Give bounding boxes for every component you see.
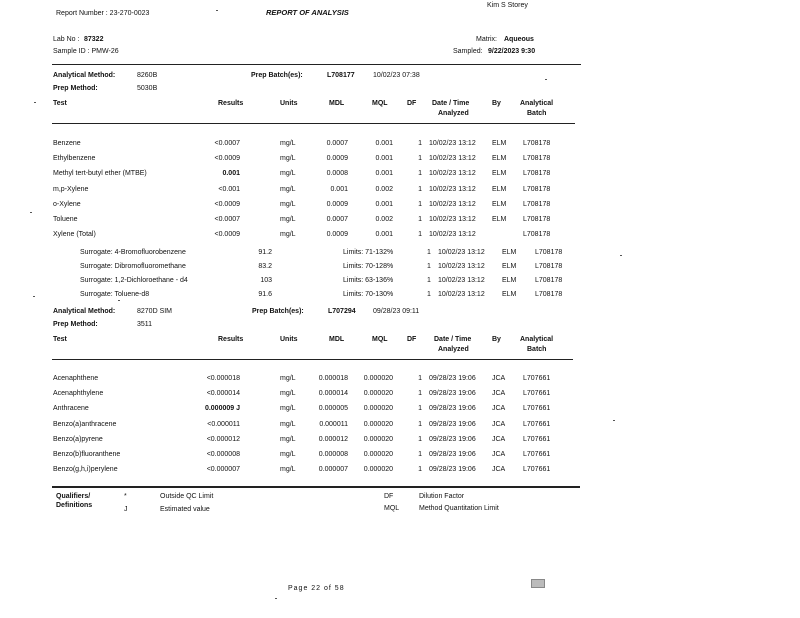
page-number: Page 22 of 58 — [288, 585, 345, 592]
col-units-2: Units — [280, 336, 298, 343]
prep-method-label: Prep Method: — [53, 85, 98, 92]
surrogate-by: ELM — [502, 263, 517, 270]
surrogate-value: 83.2 — [258, 263, 272, 270]
surrogate-date: 10/02/23 13:12 — [438, 263, 485, 270]
col-mql-2: MQL — [372, 336, 388, 343]
cell-result: <0.000012 — [206, 435, 240, 443]
cell-mql: 0.001 — [375, 140, 393, 147]
cell-result: <0.0009 — [214, 231, 240, 239]
col-date-time-2: Date / Time — [434, 336, 472, 343]
cell-date: 10/02/23 13:12 — [429, 185, 476, 193]
cell-date: 10/02/23 13:12 — [429, 170, 476, 178]
cell-test: Acenaphthene — [53, 375, 99, 382]
cell-mdl: 0.001 — [330, 185, 348, 193]
qualifier-symbol-star: * — [124, 493, 127, 500]
cell-mdl: 0.0009 — [326, 200, 348, 208]
col-batch: Batch — [527, 110, 547, 117]
qualifiers-divider — [52, 486, 580, 488]
qualifier-j-text: Estimated value — [160, 506, 210, 513]
col-test-2: Test — [53, 336, 67, 343]
cell-date: 09/28/23 19:06 — [429, 466, 476, 474]
report-title: REPORT OF ANALYSIS — [266, 8, 349, 17]
table2-header-rule — [52, 359, 573, 360]
col-analyzed-2: Analyzed — [438, 346, 469, 353]
cell-df: 1 — [418, 420, 422, 428]
cell-date: 10/02/23 13:12 — [429, 140, 476, 147]
cell-by: JCA — [492, 420, 506, 428]
cell-mdl: 0.0007 — [326, 216, 348, 223]
cell-date: 09/28/23 19:06 — [429, 420, 476, 428]
cell-df: 1 — [418, 405, 422, 413]
surrogate-by: ELM — [502, 277, 517, 284]
cell-mql: 0.001 — [375, 170, 393, 178]
col-df: DF — [407, 100, 417, 107]
prep-batch-date-2: 09/28/23 09:11 — [373, 308, 420, 315]
cell-mql: 0.000020 — [363, 435, 393, 443]
prep-batch-label: Prep Batch(es): — [251, 72, 303, 79]
cell-batch: L707661 — [523, 405, 551, 413]
cell-by: JCA — [492, 435, 506, 443]
cell-by: ELM — [492, 200, 507, 208]
cell-df: 1 — [418, 435, 422, 443]
cell-test: Anthracene — [53, 405, 89, 413]
surrogate-date: 10/02/23 13:12 — [438, 291, 485, 298]
cell-mql: 0.001 — [375, 231, 393, 239]
prep-method-label-2: Prep Method: — [53, 321, 98, 328]
qualifiers-heading: Qualifiers/ — [56, 493, 91, 500]
cell-units: mg/L — [280, 231, 296, 239]
table1-header-rule — [52, 123, 575, 124]
cell-date: 10/02/23 13:12 — [429, 216, 476, 223]
cell-date: 10/02/23 13:12 — [429, 155, 476, 163]
cell-df: 1 — [418, 185, 422, 193]
cell-units: mg/L — [280, 200, 296, 208]
cell-batch: L708178 — [523, 140, 551, 147]
surrogate-limits: Limits: 63-136% — [343, 277, 394, 284]
cell-df: 1 — [418, 216, 422, 223]
prep-method-value-2: 3511 — [137, 321, 153, 328]
cell-by: ELM — [492, 216, 507, 223]
col-analytical-2: Analytical — [520, 336, 554, 343]
cell-test: o-Xylene — [53, 200, 81, 208]
cell-mql: 0.001 — [375, 155, 393, 163]
cell-batch: L708178 — [523, 185, 551, 193]
header-divider — [52, 64, 581, 65]
cell-result: <0.000008 — [206, 451, 240, 458]
surrogate-batch: L708178 — [535, 263, 563, 270]
analytical-method-value: 8260B — [137, 72, 158, 79]
cell-result: 0.000009 J — [204, 405, 240, 413]
cell-date: 09/28/23 19:06 — [429, 390, 476, 398]
cell-by: JCA — [492, 451, 506, 458]
col-results-2: Results — [218, 336, 244, 343]
lab-no: 87322 — [84, 36, 104, 43]
cell-batch: L707661 — [523, 451, 551, 458]
report-number: Report Number : 23-270-0023 — [56, 10, 150, 17]
cell-test: Benzo(g,h,i)perylene — [53, 466, 118, 474]
col-mql: MQL — [372, 100, 388, 107]
cell-mdl: 0.000018 — [318, 375, 348, 382]
prep-batch-value-2: L707294 — [328, 308, 356, 315]
cell-mdl: 0.0009 — [326, 155, 348, 163]
cell-by: ELM — [492, 140, 507, 147]
cell-result: <0.000011 — [207, 420, 240, 428]
cell-test: Benzo(a)pyrene — [53, 435, 103, 443]
cell-df: 1 — [418, 155, 422, 163]
cell-mql: 0.000020 — [363, 375, 393, 382]
surrogate-df: 1 — [427, 249, 431, 256]
cell-df: 1 — [418, 170, 422, 178]
lab-no-label: Lab No : — [53, 36, 80, 43]
cell-result: <0.001 — [218, 185, 240, 193]
sampled-label: Sampled: — [453, 48, 483, 55]
surrogate-date: 10/02/23 13:12 — [438, 249, 485, 256]
col-by: By — [492, 100, 501, 107]
cell-batch: L708178 — [523, 216, 551, 223]
cell-units: mg/L — [280, 435, 296, 443]
analytical-method-label-2: Analytical Method: — [53, 308, 116, 315]
cell-units: mg/L — [280, 420, 296, 428]
cell-batch: L707661 — [523, 390, 551, 398]
cell-by: ELM — [492, 185, 507, 193]
cell-mdl: 0.000012 — [318, 435, 348, 443]
col-analytical: Analytical — [520, 100, 554, 107]
cell-result: <0.000018 — [206, 375, 240, 382]
cell-date: 09/28/23 19:06 — [429, 435, 476, 443]
surrogate-df: 1 — [427, 277, 431, 284]
cell-date: 10/02/23 13:12 — [429, 231, 476, 239]
cell-by: JCA — [492, 375, 506, 382]
surrogate-limits: Limits: 70-130% — [343, 291, 394, 298]
cell-df: 1 — [418, 231, 422, 239]
matrix-label: Matrix: — [476, 36, 497, 43]
cell-mql: 0.002 — [375, 185, 393, 193]
cell-by: JCA — [492, 466, 506, 474]
definition-df-text: Dilution Factor — [419, 493, 465, 500]
cell-result: <0.000014 — [206, 390, 240, 398]
cell-mdl: 0.000005 — [318, 405, 348, 413]
sample-id: Sample ID : PMW-26 — [53, 48, 119, 55]
cell-units: mg/L — [280, 405, 296, 413]
prep-batch-date: 10/02/23 07:38 — [373, 72, 420, 79]
qualifier-star-text: Outside QC Limit — [160, 493, 214, 500]
qualifier-symbol-j: J — [124, 506, 128, 513]
surrogate-name: Surrogate: Toluene-d8 — [80, 291, 150, 298]
surrogate-df: 1 — [427, 263, 431, 270]
surrogate-limits: Limits: 71-132% — [343, 249, 394, 256]
surrogate-batch: L708178 — [535, 249, 563, 256]
cell-mql: 0.000020 — [363, 466, 393, 474]
cell-batch: L708178 — [523, 200, 551, 208]
surrogate-by: ELM — [502, 249, 517, 256]
cell-mdl: 0.000007 — [318, 466, 348, 474]
cell-result: <0.0007 — [214, 216, 240, 223]
surrogate-batch: L708178 — [535, 291, 563, 298]
cell-df: 1 — [418, 390, 422, 398]
cell-mdl: 0.000008 — [318, 451, 348, 458]
cell-units: mg/L — [280, 155, 296, 163]
cell-units: mg/L — [280, 140, 296, 147]
cell-test: Acenaphthylene — [53, 390, 104, 398]
sampled-value: 9/22/2023 9:30 — [488, 48, 536, 55]
col-batch-2: Batch — [527, 346, 547, 353]
cell-mdl: 0.000011 — [319, 420, 348, 428]
cell-batch: L707661 — [523, 435, 551, 443]
cell-mdl: 0.000014 — [318, 390, 348, 398]
surrogate-name: Surrogate: Dibromofluoromethane — [80, 263, 186, 270]
cell-by: JCA — [492, 390, 506, 398]
cell-units: mg/L — [280, 390, 296, 398]
prep-batch-label-2: Prep Batch(es): — [252, 308, 304, 315]
definitions-heading: Definitions — [56, 502, 93, 509]
cell-result: <0.0009 — [214, 200, 240, 208]
cell-test: Benzene — [53, 140, 81, 147]
surrogate-by: ELM — [502, 291, 517, 298]
definition-symbol-mql: MQL — [384, 505, 400, 512]
cell-df: 1 — [418, 200, 422, 208]
cell-result: <0.0009 — [214, 155, 240, 163]
cell-mql: 0.002 — [375, 216, 393, 223]
cell-df: 1 — [418, 140, 422, 147]
cell-result: <0.0007 — [214, 140, 240, 147]
cell-df: 1 — [418, 375, 422, 382]
cell-units: mg/L — [280, 375, 296, 382]
surrogate-value: 91.6 — [258, 291, 272, 298]
cell-mdl: 0.0008 — [326, 170, 348, 178]
cell-mql: 0.000020 — [363, 451, 393, 458]
surrogate-value: 103 — [260, 277, 272, 284]
surrogate-batch: L708178 — [535, 277, 563, 284]
cell-units: mg/L — [280, 216, 296, 223]
cell-date: 09/28/23 19:06 — [429, 375, 476, 382]
cell-test: Benzo(b)fluoranthene — [53, 451, 121, 458]
surrogate-date: 10/02/23 13:12 — [438, 277, 485, 284]
col-analyzed: Analyzed — [438, 110, 469, 117]
prep-method-value: 5030B — [137, 85, 158, 92]
cell-test: Xylene (Total) — [53, 231, 96, 239]
cell-mdl: 0.0007 — [326, 140, 348, 147]
surrogate-value: 91.2 — [258, 249, 272, 256]
cell-result: 0.001 — [222, 170, 240, 178]
cell-test: Benzo(a)anthracene — [53, 420, 117, 428]
cell-units: mg/L — [280, 451, 296, 458]
surrogate-name: Surrogate: 1,2-Dichloroethane - d4 — [80, 277, 188, 284]
cell-test: m,p-Xylene — [53, 185, 89, 193]
cell-by: ELM — [492, 155, 507, 163]
cell-batch: L708178 — [523, 231, 551, 239]
cell-batch: L707661 — [523, 466, 551, 474]
cell-units: mg/L — [280, 185, 296, 193]
cell-batch: L707661 — [523, 375, 551, 382]
col-mdl: MDL — [329, 100, 345, 107]
col-mdl-2: MDL — [329, 336, 345, 343]
cell-batch: L708178 — [523, 170, 551, 178]
cell-df: 1 — [418, 451, 422, 458]
definition-symbol-df: DF — [384, 493, 394, 500]
cell-mql: 0.000020 — [363, 390, 393, 398]
col-date-time: Date / Time — [432, 100, 470, 107]
cell-date: 09/28/23 19:06 — [429, 405, 476, 413]
col-by-2: By — [492, 336, 501, 343]
cell-units: mg/L — [280, 170, 296, 178]
col-df-2: DF — [407, 336, 417, 343]
cell-test: Methyl tert-butyl ether (MTBE) — [53, 170, 147, 178]
cell-by: JCA — [492, 405, 506, 413]
surrogate-df: 1 — [427, 291, 431, 298]
cell-date: 10/02/23 13:12 — [429, 200, 476, 208]
analytical-method-value-2: 8270D SIM — [137, 308, 173, 315]
cell-result: <0.000007 — [206, 466, 240, 474]
cell-units: mg/L — [280, 466, 296, 474]
surrogate-name: Surrogate: 4-Bromofluorobenzene — [80, 249, 186, 256]
prep-batch-value: L708177 — [327, 72, 355, 79]
cell-mdl: 0.0009 — [326, 231, 348, 239]
cell-batch: L707661 — [523, 420, 551, 428]
cell-test: Toluene — [53, 216, 78, 223]
signer-name: Kim S Storey — [487, 2, 528, 9]
cell-df: 1 — [418, 466, 422, 474]
definition-mql-text: Method Quantitation Limit — [419, 505, 499, 512]
cell-by: ELM — [492, 170, 507, 178]
cell-test: Ethylbenzene — [53, 155, 96, 163]
col-units: Units — [280, 100, 298, 107]
cell-mql: 0.001 — [375, 200, 393, 208]
analytical-method-label: Analytical Method: — [53, 72, 116, 79]
col-results: Results — [218, 100, 244, 107]
cell-date: 09/28/23 19:06 — [429, 451, 476, 458]
col-test: Test — [53, 100, 67, 107]
cell-batch: L708178 — [523, 155, 551, 163]
cell-mql: 0.000020 — [363, 420, 393, 428]
matrix-value: Aqueous — [504, 36, 534, 43]
surrogate-limits: Limits: 70-128% — [343, 263, 394, 270]
stamp-mark — [531, 579, 545, 588]
cell-mql: 0.000020 — [363, 405, 393, 413]
